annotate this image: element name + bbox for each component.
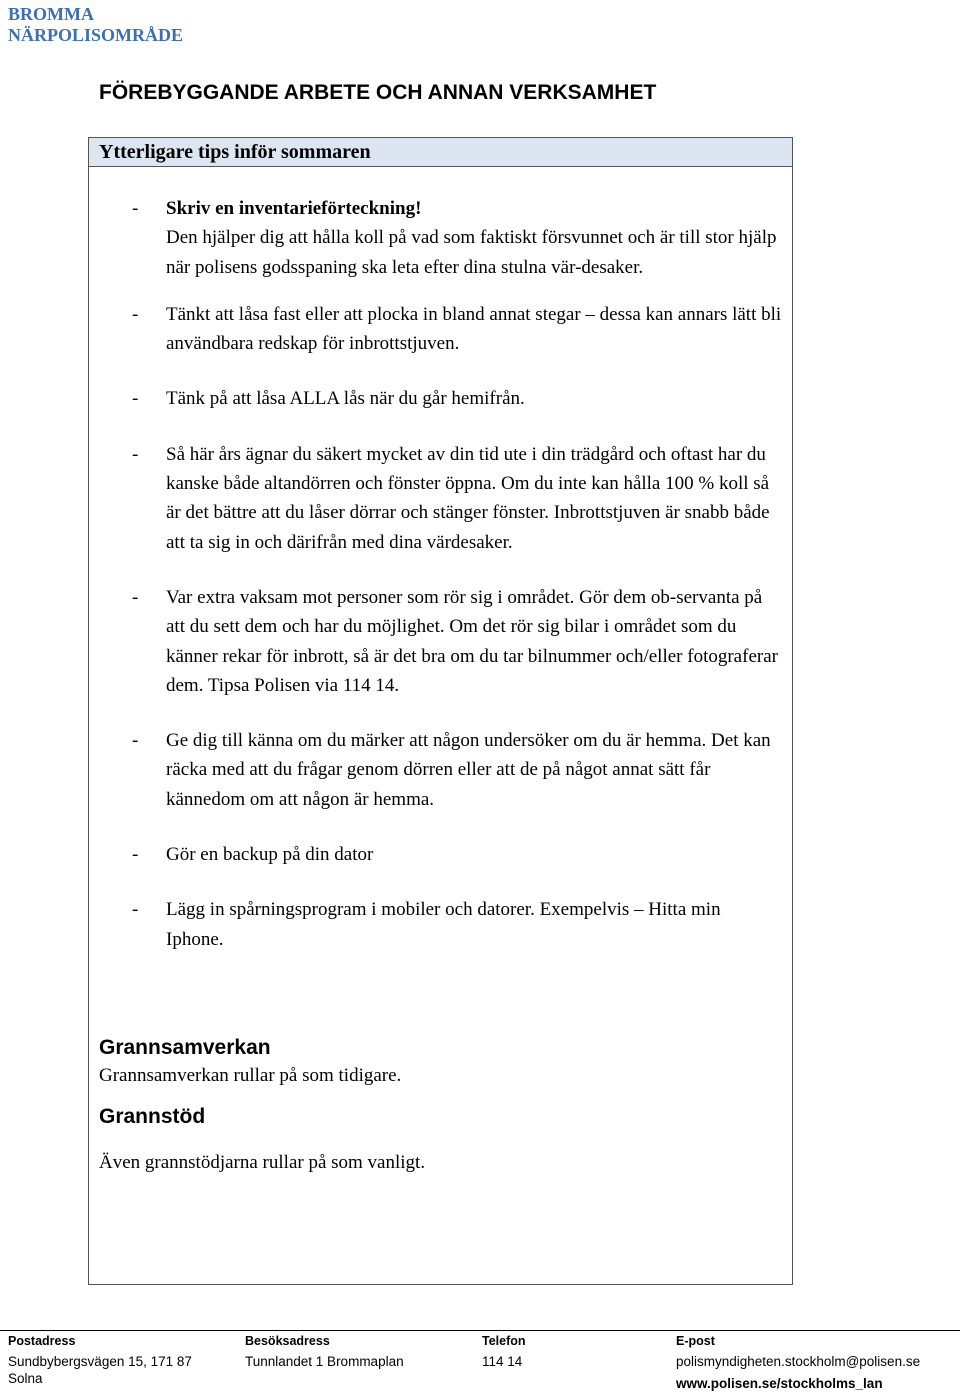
tip-text: Tänk på att låsa ALLA lås när du går hemifrån. (166, 388, 525, 410)
grannsamverkan-text: Grannsamverkan rullar på som tidigare. (99, 1065, 402, 1086)
page-title: FÖREBYGGANDE ARBETE OCH ANNAN VERKSAMHET (99, 81, 657, 104)
grannstod-heading: Grannstöd (99, 1105, 206, 1128)
tip-item (89, 840, 792, 869)
tip-text: Ge dig till känna om du märker att någon undersöker om du är hemma. Det kan räcka med att du frågar genom dörren eller att de på något annat sätt får kännedom om att någon är hemma. (166, 730, 771, 810)
tip-bold-text: Skriv en inventarieförteckning! (166, 198, 422, 219)
tip-text: Gör en backup på din dator (166, 844, 374, 866)
tip-dash: - (132, 443, 139, 465)
tips-heading: Ytterligare tips inför sommaren (99, 141, 371, 163)
tip-dash: - (132, 844, 139, 866)
footer-value: Solna (8, 1371, 43, 1386)
footer-epost (676, 1333, 920, 1393)
tip-text: Tänkt att låsa fast eller att plocka in bland annat stegar – dessa kan annars lätt bli användbara redskap för inbrottstjuven. (166, 303, 782, 355)
footer-besoksadress (245, 1333, 404, 1370)
content-box (88, 137, 793, 1285)
footer-label: Telefon (482, 1334, 526, 1348)
tip-text: Lägg in spårningsprogram i mobiler och datorer. Exempelvis – Hitta min Iphone. (166, 899, 721, 950)
tip-dash: - (132, 730, 139, 752)
grannstod-text: Även grannstödjarna rullar på som vanligt. (99, 1152, 426, 1173)
tip-item (89, 384, 792, 413)
website-link[interactable]: www.polisen.se/stockholms_lan (676, 1376, 883, 1391)
tip-item (89, 440, 792, 557)
tip-text: Den hjälper dig att hålla koll på vad som faktiskt försvunnet och är till stor hjälp när polisens godsspaning ska leta efter dina stulna vär-desaker. (166, 227, 777, 278)
tips-list (89, 194, 792, 980)
tips-section-header (89, 138, 792, 167)
footer-label: E-post (676, 1334, 715, 1348)
tip-text: Var extra vaksam mot personer som rör sig i området. Gör dem ob-servanta på att du sett dem och har du möjlighet. Om det rör sig bilar i området som du känner rekar för inbrott, så är det bra om du tar bilnummer och/eller fotograferar dem. Tipsa Polisen via 114 14. (166, 586, 778, 696)
header-logo (8, 4, 183, 46)
tip-item (89, 194, 792, 282)
footer-value: 114 14 (482, 1353, 523, 1369)
grannsamverkan-heading: Grannsamverkan (99, 1036, 271, 1059)
footer-postadress (8, 1333, 192, 1388)
footer-value: Sundbybergsvägen 15, 171 87 (8, 1353, 192, 1369)
footer-value: Tunnlandet 1 Brommaplan (245, 1353, 404, 1369)
header-line-1: BROMMA (8, 4, 94, 24)
footer-telefon (482, 1333, 526, 1370)
tip-dash: - (132, 303, 139, 325)
footer-label: Besöksadress (245, 1334, 330, 1348)
email-link[interactable]: polismyndigheten.stockholm@polisen.se (676, 1353, 921, 1369)
footer-divider (0, 1330, 960, 1331)
tip-item (89, 895, 792, 954)
tip-item (89, 300, 792, 359)
tip-dash: - (132, 899, 139, 921)
tip-text: Så här års ägnar du säkert mycket av din tid ute i din trädgård och oftast har du kanske både altandörren och fönster öppna. Om du inte kan hålla 100 % koll så är det bättre att du låser dörrar och stänger fönster. Inbrottstjuven är snabb både att ta sig in och därifrån med dina värdesaker. (166, 443, 770, 553)
footer-label: Postadress (8, 1334, 76, 1348)
tip-dash: - (132, 586, 139, 608)
tip-item (89, 583, 792, 700)
header-line-2: NÄRPOLISOMRÅDE (8, 25, 184, 45)
tip-dash: - (132, 198, 139, 219)
tip-dash: - (132, 388, 139, 410)
tip-item (89, 726, 792, 814)
